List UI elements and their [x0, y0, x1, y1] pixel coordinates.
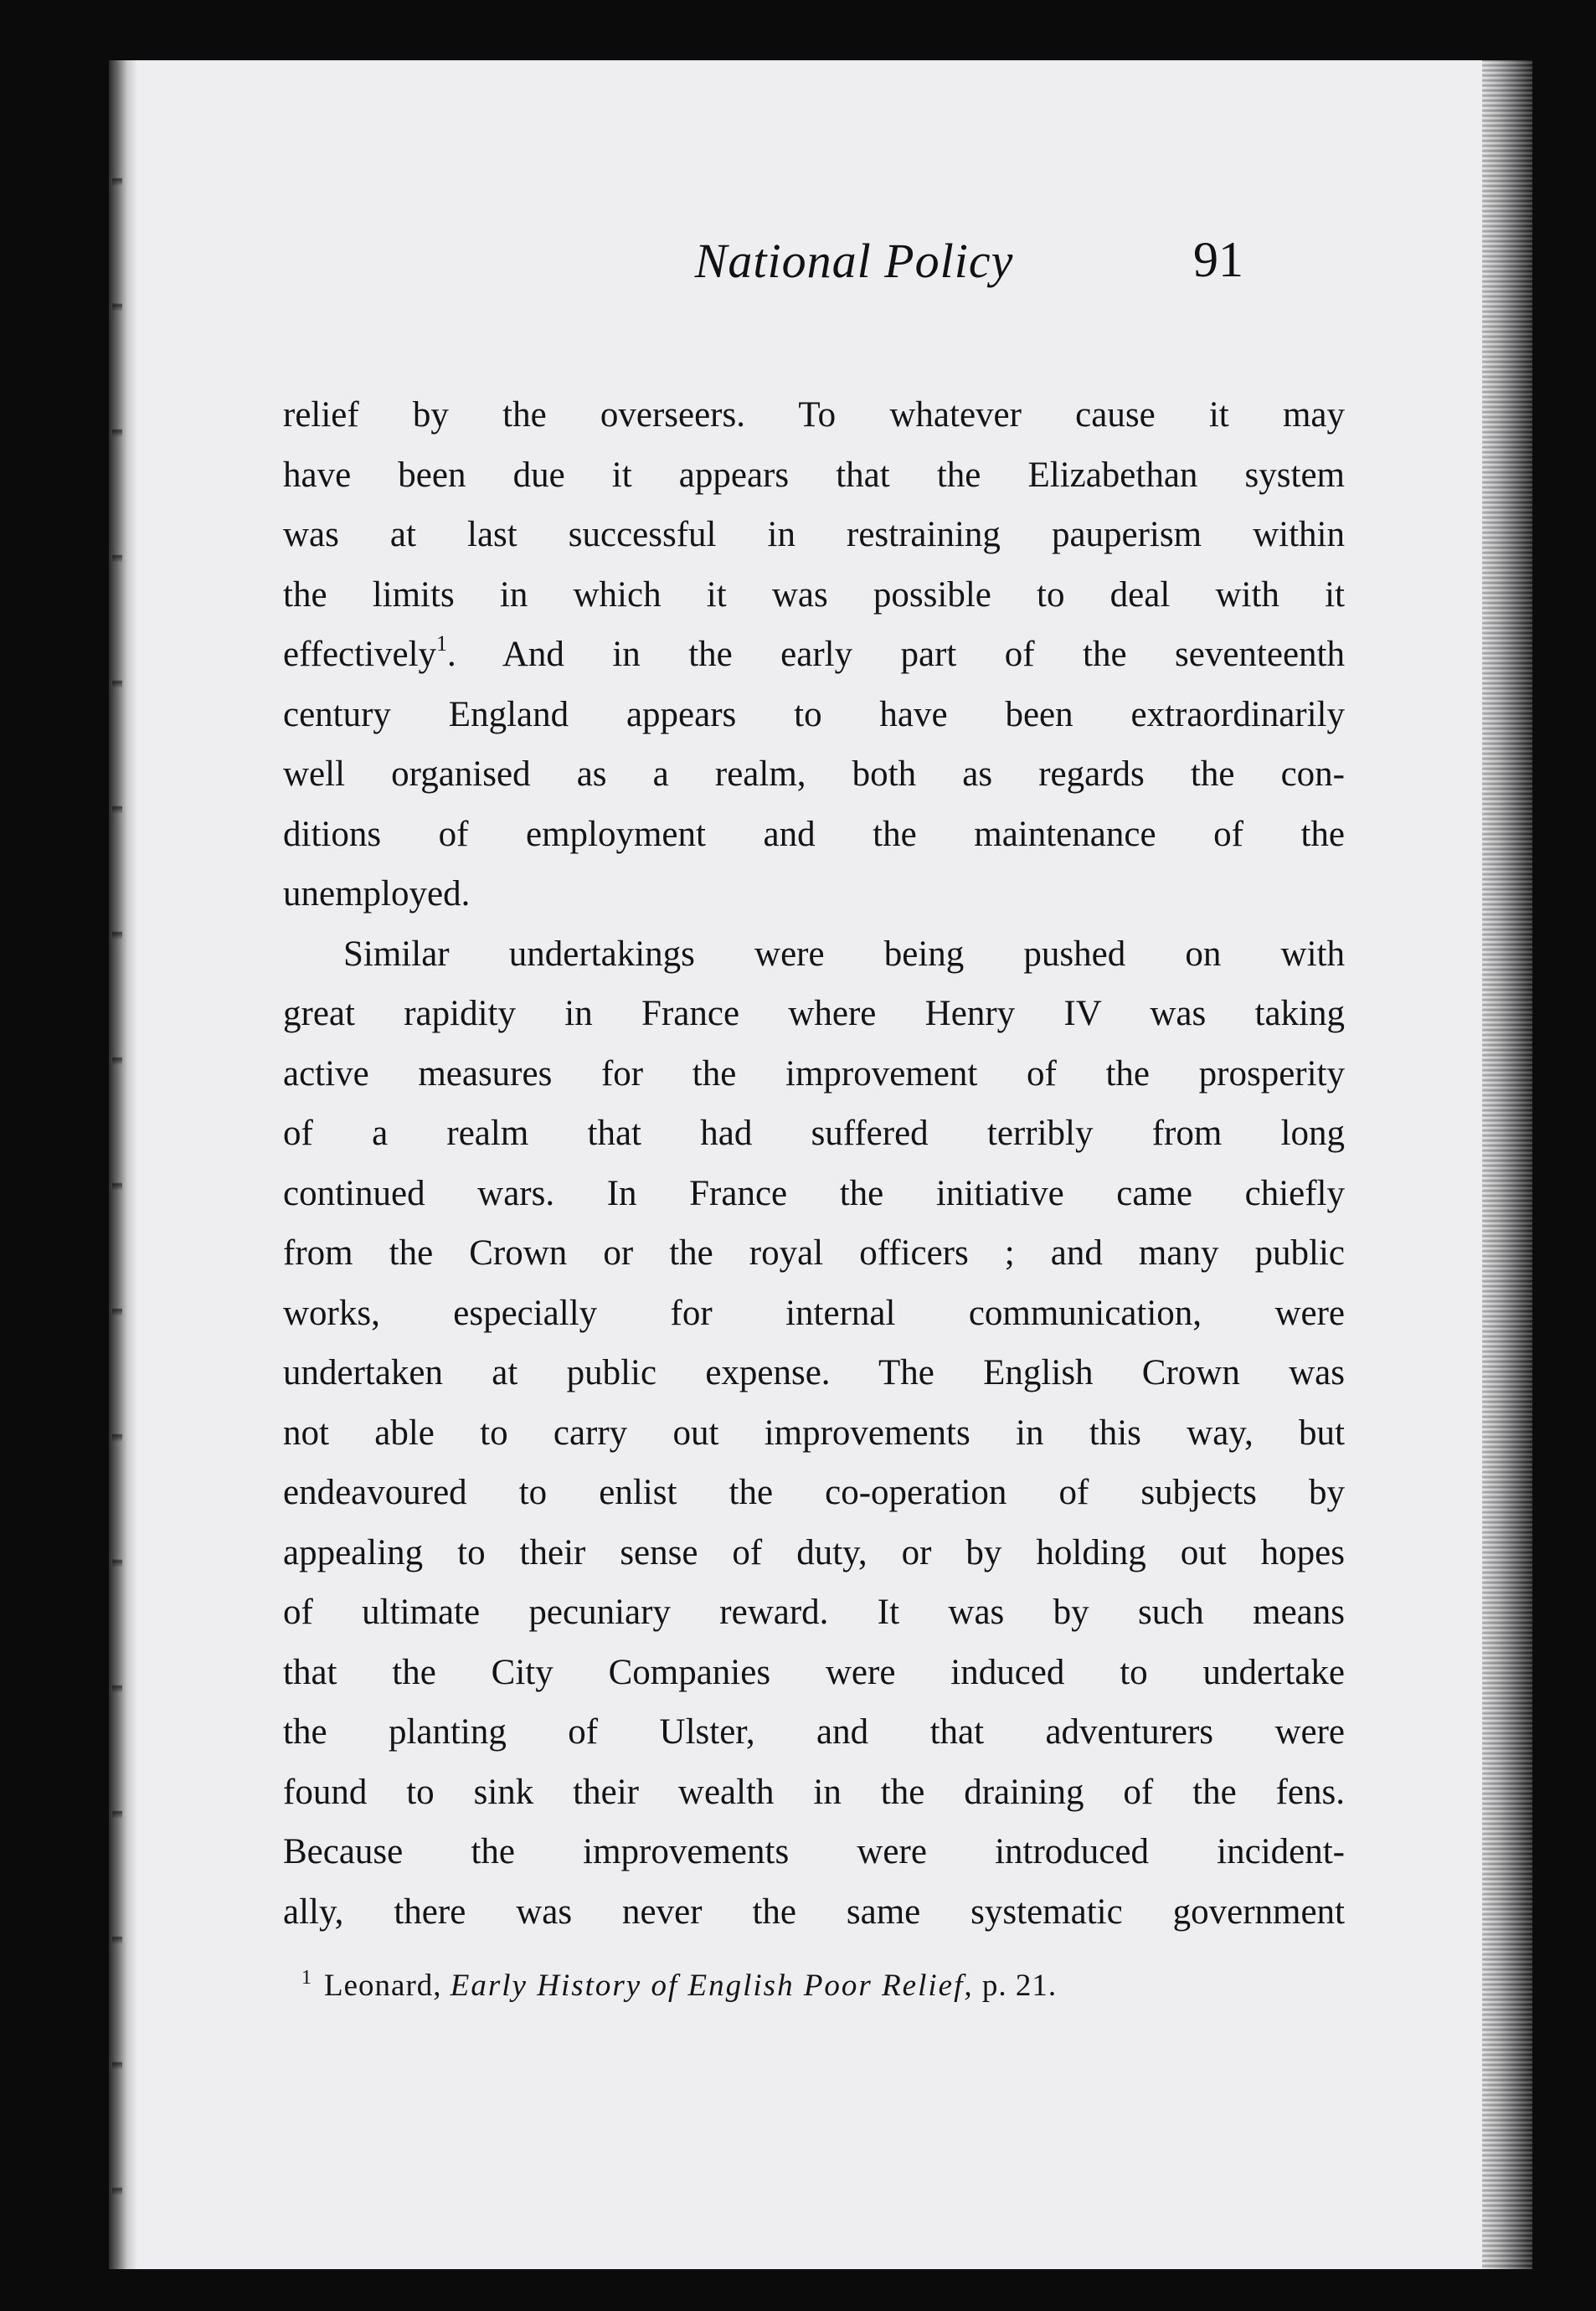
- text-line: [283, 625, 1345, 685]
- text-line: the planting of Ulster, and that adventurers were: [283, 1712, 1345, 1752]
- text-line: from the Crown or the royal officers ; and many public: [283, 1233, 1345, 1273]
- text-line: endeavoured to enlist the co-operation of subjects by: [283, 1473, 1345, 1512]
- footnote-mark: 1: [301, 1967, 312, 1989]
- text-line: ally, there was never the same systematic government: [283, 1892, 1345, 1932]
- text-line: continued wars. In France the initiative came chiefly: [283, 1173, 1345, 1213]
- footnote-reference: 1: [436, 631, 448, 656]
- text-line: Similar undertakings were being pushed on with: [343, 934, 1345, 974]
- binding-marks: [112, 60, 122, 2269]
- footnote-author: Leonard,: [324, 1969, 442, 2003]
- text-line: of a realm that had suffered terribly from long: [283, 1114, 1345, 1153]
- page-edge-shadow: [1482, 60, 1532, 2269]
- text-line: appealing to their sense of duty, or by holding out hopes: [283, 1532, 1345, 1572]
- text-line: of ultimate pecuniary reward. It was by such means: [283, 1593, 1345, 1632]
- text-line: active measures for the improvement of the prosperity: [283, 1053, 1345, 1094]
- text-line: the limits in which it was possible to deal with it: [283, 574, 1345, 615]
- text-fragment: effectively: [283, 635, 437, 674]
- running-title: National Policy: [694, 234, 1014, 288]
- text-line: found to sink their wealth in the draining of the fens.: [283, 1772, 1345, 1812]
- text-line: was at last successful in restraining pauperism within: [283, 515, 1345, 554]
- text-line: undertaken at public expense. The English Crown was: [283, 1353, 1345, 1392]
- text-line: not able to carry out improvements in this way, but: [283, 1413, 1345, 1453]
- page-number: 91: [1193, 232, 1243, 287]
- footnote: [301, 1968, 1345, 2004]
- text-line: relief by the overseers. To whatever cause it may: [283, 395, 1345, 435]
- text-line: works, especially for internal communication, were: [283, 1293, 1345, 1333]
- text-line: that the City Companies were induced to undertake: [283, 1652, 1345, 1692]
- text-line: great rapidity in France where Henry IV was taking: [283, 994, 1345, 1033]
- text-line: unemployed.: [283, 874, 471, 914]
- text-line: century England appears to have been extraordinarily: [283, 694, 1345, 734]
- text-line: have been due it appears that the Elizabethan system: [283, 455, 1345, 495]
- text-line: Because the improvements were introduced incident-: [283, 1832, 1345, 1871]
- footnote-title: Early History of English Poor Relief,: [450, 1969, 974, 2003]
- text-line: well organised as a realm, both as regards the con-: [283, 754, 1345, 794]
- text-line: ditions of employment and the maintenance of the: [283, 814, 1345, 854]
- book-page: [109, 60, 1532, 2269]
- text-fragment: . And in the early part of the seventeenth: [447, 635, 1345, 674]
- footnote-page: p. 21.: [981, 1969, 1058, 2003]
- body-text: [283, 385, 1345, 1942]
